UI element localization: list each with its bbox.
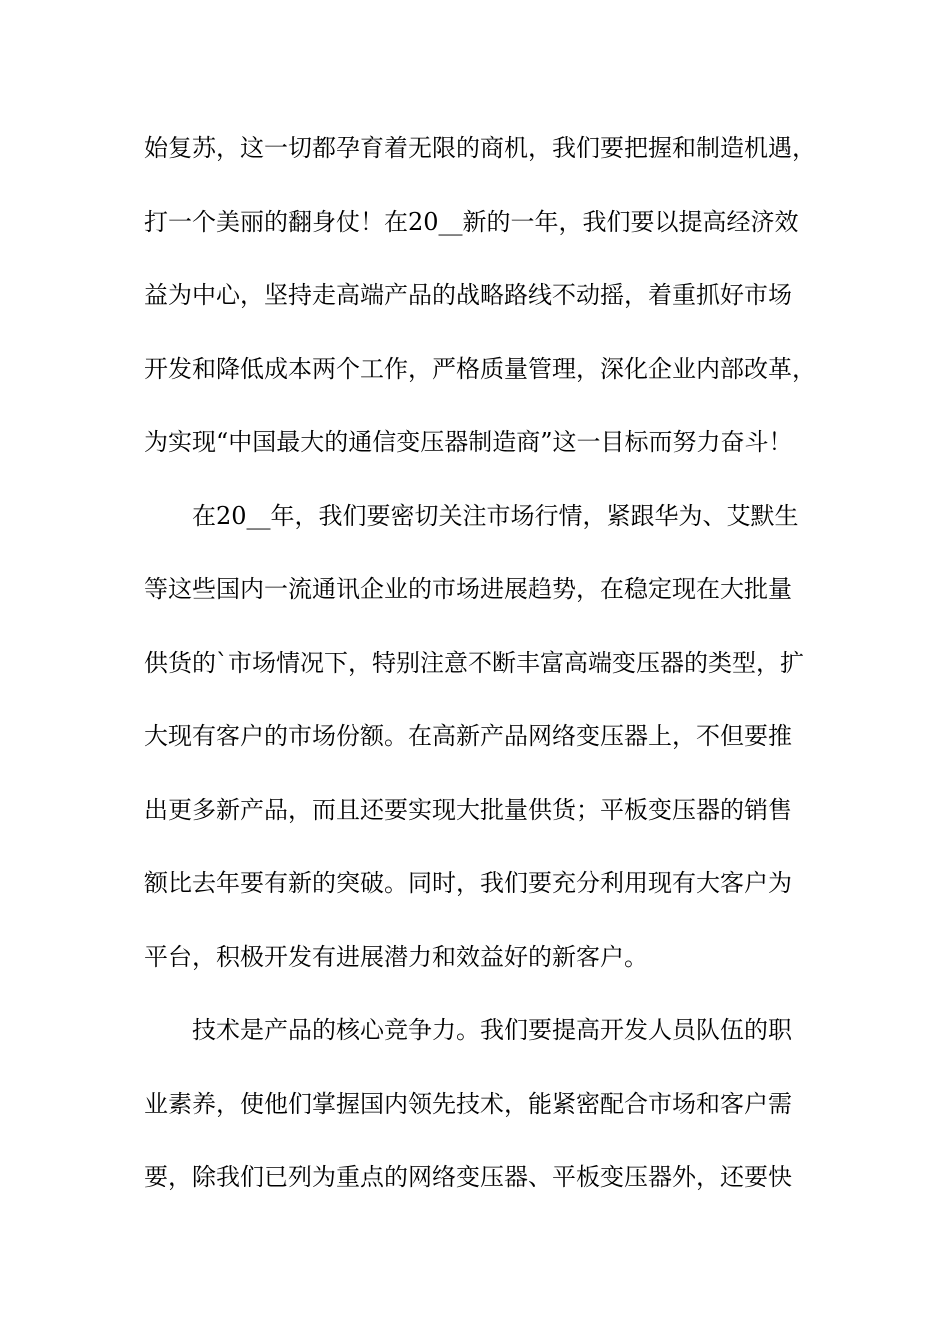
text-line-6: 在20__年，我们要密切关注市场行情，紧跟华为、艾默生 xyxy=(144,501,799,530)
text-line-5: 为实现“中国最大的通信变压器制造商”这一目标而努力奋斗！ xyxy=(144,428,793,456)
text-line-11: 额比去年要有新的突破。同时，我们要充分利用现有大客户为 xyxy=(144,869,792,897)
text-line-15: 要，除我们已列为重点的网络变压器、平板变压器外，还要快 xyxy=(144,1163,792,1191)
text-line-1: 始复苏，这一切都孕育着无限的商机，我们要把握和制造机遇， xyxy=(144,134,816,162)
text-line-10: 出更多新产品，而且还要实现大批量供货；平板变压器的销售 xyxy=(144,795,792,824)
text-line-7: 等这些国内一流通讯企业的市场进展趋势，在稳定现在大批量 xyxy=(144,575,792,603)
text-line-2: 打一个美丽的翻身仗！在20__新的一年，我们要以提高经济效 xyxy=(144,207,799,236)
text-line-4: 开发和降低成本两个工作，严格质量管理，深化企业内部改革， xyxy=(144,354,816,383)
text-line-14: 业素养，使他们掌握国内领先技术，能紧密配合市场和客户需 xyxy=(144,1089,792,1118)
text-line-9: 大现有客户的市场份额。在高新产品网络变压器上，不但要推 xyxy=(144,722,792,750)
text-line-8: 供货的`市场情况下，特别注意不断丰富高端变压器的类型，扩 xyxy=(144,648,804,677)
text-line-12: 平台，积极开发有进展潜力和效益好的新客户。 xyxy=(144,942,648,971)
text-line-13: 技术是产品的核心竞争力。我们要提高开发人员队伍的职 xyxy=(144,1016,792,1044)
text-line-3: 益为中心，坚持走高端产品的战略路线不动摇，着重抓好市场 xyxy=(144,281,792,309)
body-text xyxy=(144,128,816,1231)
